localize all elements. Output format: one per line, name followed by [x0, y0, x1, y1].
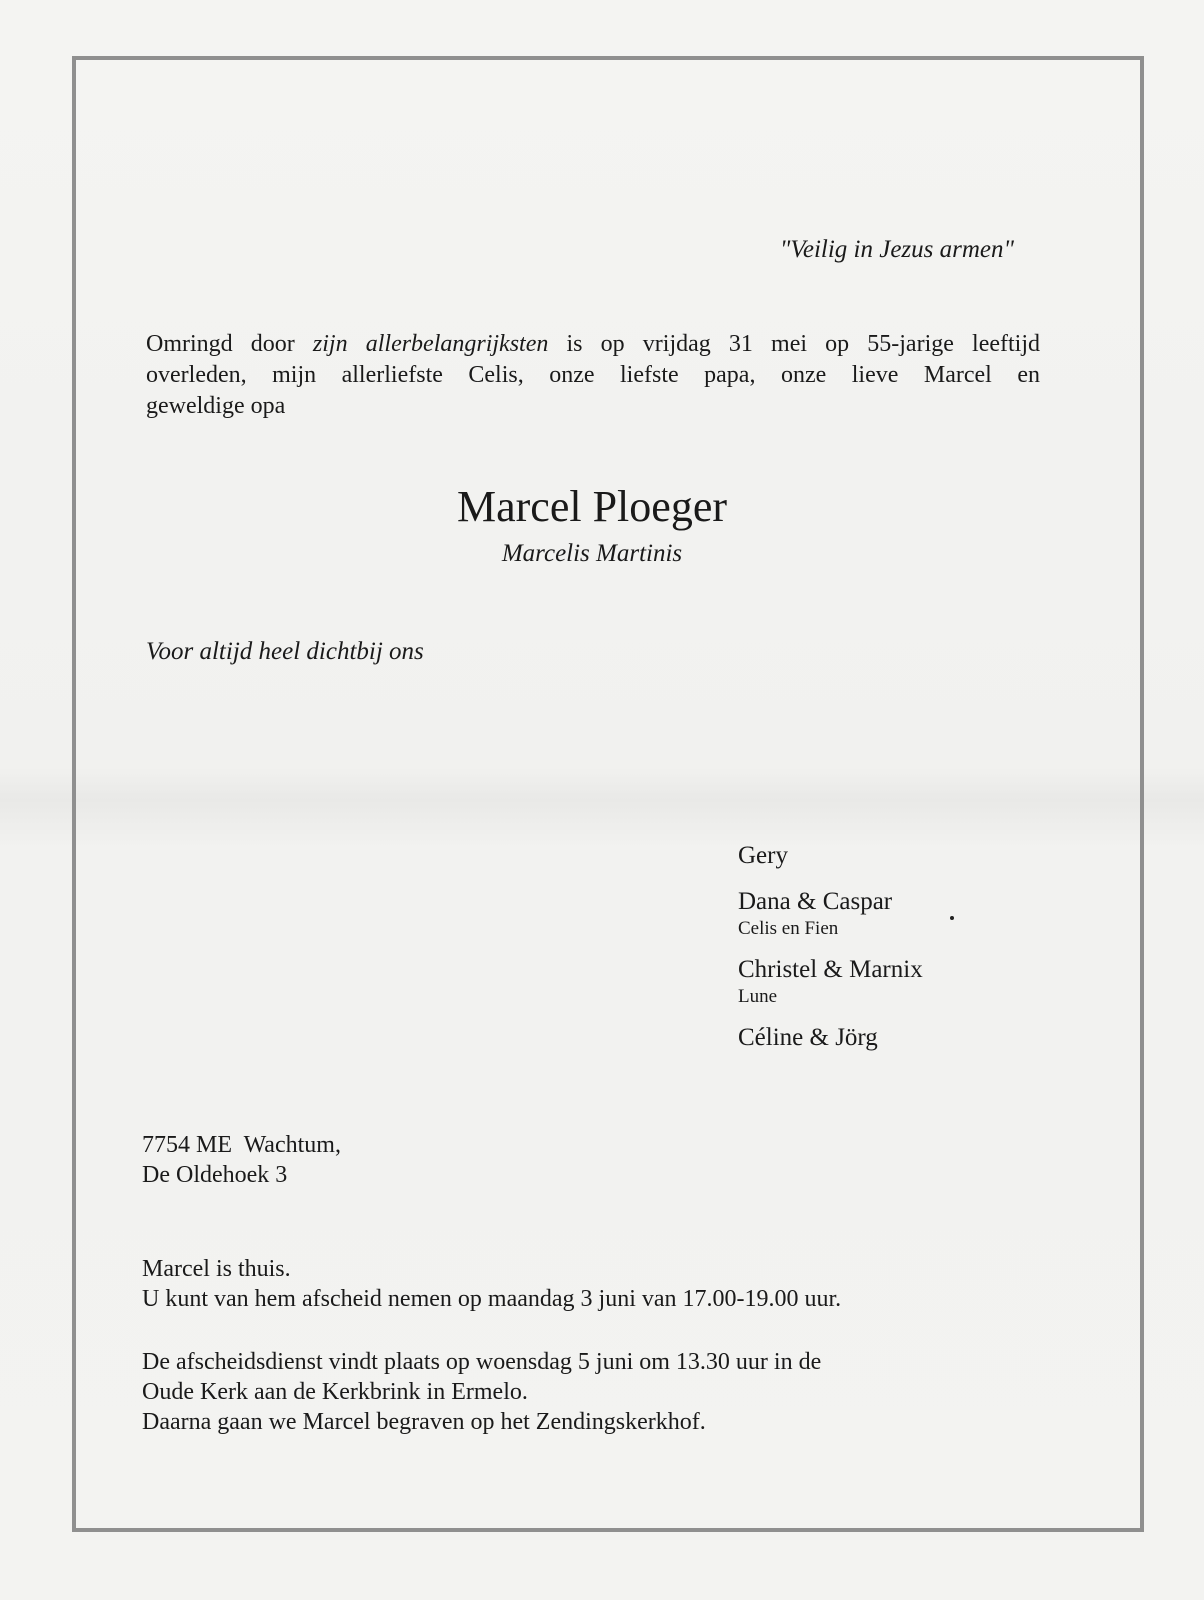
- family-children: Celis en Fien: [738, 918, 839, 939]
- family-names: Christel & Marnix: [738, 956, 923, 983]
- address-line-1: 7754 ME Wachtum,: [142, 1132, 341, 1158]
- family-names: Céline & Jörg: [738, 1024, 878, 1051]
- announcement-part-3: is op vrijdag 31 mei op 55-jarige leeftijd: [548, 331, 1041, 357]
- service-line-1: De afscheidsdienst vindt plaats op woensdag 5 juni om 13.30 uur in de: [142, 1349, 822, 1375]
- visitation-line-2: U kunt van hem afscheid nemen op maandag 3 juni van 17.00-19.00 uur.: [142, 1286, 842, 1312]
- announcement-part-1: Omringd door: [146, 331, 313, 357]
- tagline: Voor altijd heel dichtbij ons: [146, 638, 424, 665]
- deceased-name: Marcel Ploeger: [457, 482, 727, 531]
- family-names: Dana & Caspar: [738, 888, 893, 915]
- address-line-2: De Oldehoek 3: [142, 1162, 288, 1188]
- announcement-line-3: geweldige opa: [146, 393, 286, 419]
- announcement-text: [146, 329, 1040, 422]
- family-list: [738, 840, 923, 1068]
- family-group: [738, 1022, 923, 1054]
- family-group: [738, 954, 923, 1008]
- visitation-line-1: Marcel is thuis.: [142, 1256, 291, 1282]
- motto: "Veilig in Jezus armen": [779, 236, 1014, 263]
- address-block: [142, 1130, 341, 1190]
- family-group: [738, 886, 923, 940]
- announcement-italic: zijn allerbelangrijksten: [312, 331, 549, 357]
- service-line-3: Daarna gaan we Marcel begraven op het Zendingskerkhof.: [142, 1409, 706, 1435]
- visitation-block: [142, 1254, 841, 1314]
- deceased-full-name: Marcelis Martinis: [501, 540, 683, 567]
- family-group: [738, 840, 923, 872]
- family-children: Lune: [738, 986, 778, 1007]
- announcement-line-1: [146, 329, 1040, 360]
- family-names: Gery: [738, 842, 788, 869]
- ink-speck: [950, 916, 954, 920]
- service-block: [142, 1347, 821, 1437]
- announcement-line-2: overleden, mijn allerliefste Celis, onze liefste papa, onze lieve Marcel en: [146, 362, 1040, 388]
- service-line-2: Oude Kerk aan de Kerkbrink in Ermelo.: [142, 1379, 528, 1405]
